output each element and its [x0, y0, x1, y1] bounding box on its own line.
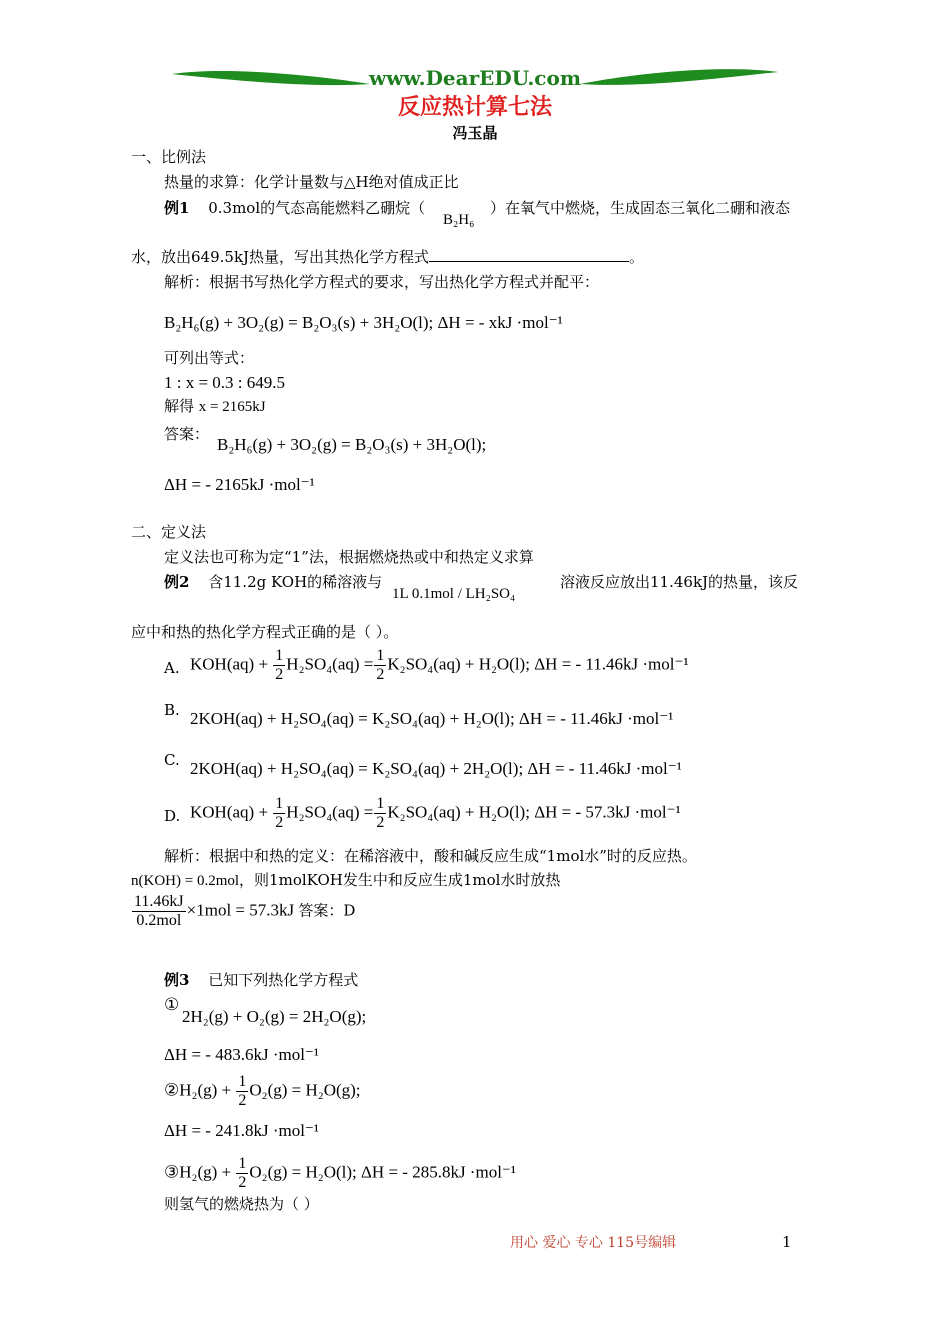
- analysis-text: 解析：根据中和热的定义：在稀溶液中，酸和碱反应生成“1mol水”时的反应热。: [164, 847, 697, 865]
- fraction-half: $\frac{1}{2}$: [376, 647, 385, 683]
- example-text: 已知下列热化学方程式: [208, 971, 359, 989]
- fraction-calc: $\frac{11.46kJ}{\text{0.2mol}}$: [134, 893, 184, 929]
- example-text: 溶液反应放出11.46kJ的热量，该反: [560, 573, 799, 591]
- enthalpy-1: ΔH = - 483.6kJ ·mol⁻¹: [164, 1045, 320, 1064]
- page-title: 反应热计算七法: [397, 94, 552, 120]
- ratio-equation: 1 : x = 0.3 : 649.5: [164, 373, 286, 392]
- analysis-line: [131, 870, 560, 891]
- option-c-equation: 2KOH(aq) + H₂SO₄(aq) = K₂SO₄(aq) + 2H₂O(l); ΔH = - 11.46kJ ·mol⁻¹: [190, 759, 682, 778]
- site-name: www.DearEDU.com: [368, 66, 581, 90]
- fraction-half: $\frac{1}{2}$: [275, 795, 284, 831]
- example-text: 应中和热的热化学方程式正确的是（ ）。: [131, 623, 399, 641]
- example-1-line: [164, 198, 425, 218]
- marker-3: ③: [164, 1162, 180, 1182]
- answer-equation: B₂H₆(g) + 3O₂(g) = B₂O₃(s) + 3H₂O(l);: [217, 435, 487, 454]
- option-b-equation: 2KOH(aq) + H₂SO₄(aq) = K₂SO₄(aq) + H₂O(l); ΔH = - 11.46kJ ·mol⁻¹: [190, 709, 674, 728]
- example-text: 含11.2g KOH的稀溶液与: [208, 573, 383, 591]
- answer-label: 答案：: [164, 425, 210, 443]
- section-intro: 热量的求算：化学计量数与△H绝对值成正比: [164, 173, 459, 191]
- author: 冯玉晶: [452, 124, 498, 142]
- option-b[interactable]: [164, 700, 180, 720]
- page-number: 1: [782, 1233, 792, 1251]
- section-heading: 一、比例法: [131, 148, 207, 166]
- example-1-line2: [131, 247, 644, 267]
- fraction-half: $\frac{1}{2}$: [376, 795, 385, 831]
- option-a-equation: [190, 648, 689, 683]
- example-text: 。: [629, 248, 645, 266]
- option-label: A.: [164, 659, 180, 677]
- equation-part: O₂(g) = H₂O(g);: [249, 1080, 361, 1100]
- equation-part: H₂SO₄(aq) =: [286, 802, 374, 822]
- solve-label: 解得: [164, 397, 195, 415]
- formula-b2h6: B₂H₆: [443, 212, 475, 228]
- equation-part: H₂(g) +: [179, 1162, 232, 1182]
- example-text: ）在氧气中燃烧，生成固态三氧化二硼和液态: [490, 199, 791, 217]
- option-a[interactable]: [164, 658, 180, 678]
- example-text: 0.3mol的气态高能燃料乙硼烷（: [208, 199, 426, 217]
- example-3-line: [164, 970, 358, 990]
- marker-2: ②: [164, 1080, 180, 1100]
- example-label: 例2: [164, 573, 190, 591]
- option-c[interactable]: [164, 750, 180, 770]
- example-label: 例1: [164, 199, 190, 217]
- section-intro: 定义法也可称为定“1”法，根据燃烧热或中和热定义求算: [164, 548, 534, 566]
- fraction-half: $\frac{1}{2}$: [238, 1155, 247, 1191]
- option-d-equation: [190, 796, 681, 831]
- option-label: D.: [164, 807, 181, 825]
- answer-text: 答案：D: [298, 901, 356, 920]
- section-heading: 二、定义法: [131, 523, 207, 541]
- fraction-half: $\frac{1}{2}$: [275, 647, 284, 683]
- solve-line: [164, 396, 266, 417]
- equation-2: [164, 1074, 361, 1109]
- option-label: C.: [164, 751, 180, 769]
- equation-part: K₂SO₄(aq) + H₂O(l); ΔH = - 57.3kJ ·mol⁻¹: [387, 802, 681, 822]
- analysis-text: 解析：根据书写热化学方程式的要求，写出热化学方程式并配平：: [164, 273, 600, 291]
- analysis-text: 可列出等式：: [164, 349, 255, 367]
- option-label: B.: [164, 701, 180, 719]
- calculation: [131, 894, 355, 929]
- equation-3: [164, 1156, 516, 1191]
- equation: B₂H₆(g) + 3O₂(g) = B₂O₃(s) + 3H₂O(l); ΔH = - xkJ ·mol⁻¹: [164, 313, 563, 332]
- enthalpy-2: ΔH = - 241.8kJ ·mol⁻¹: [164, 1121, 320, 1140]
- equation-part: K₂SO₄(aq) + H₂O(l); ΔH = - 11.46kJ ·mol⁻¹: [387, 654, 689, 674]
- answer-enthalpy: ΔH = - 2165kJ ·mol⁻¹: [164, 475, 315, 494]
- option-d[interactable]: [164, 806, 180, 826]
- fraction-half: $\frac{1}{2}$: [238, 1073, 247, 1109]
- example-text: 水，放出649.5kJ热量，写出其热化学方程式: [131, 248, 430, 266]
- answer-blank: [429, 247, 629, 262]
- formula-h2so4-solution: 1L 0.1mol / LH₂SO₄: [392, 586, 516, 602]
- equation-part: O₂(g) = H₂O(l); ΔH = - 285.8kJ ·mol⁻¹: [249, 1162, 516, 1182]
- equation-part: H₂SO₄(aq) =: [286, 654, 374, 674]
- solve-value: x = 2165kJ: [198, 399, 266, 415]
- footer-slogan: 用心 爱心 专心 115号编辑: [510, 1235, 677, 1251]
- equation-part: H₂(g) +: [179, 1080, 232, 1100]
- n-koh: n(KOH) = 0.2mol: [131, 873, 240, 889]
- equation-part: KOH(aq) +: [190, 802, 269, 822]
- marker-1: ①: [164, 995, 180, 1015]
- question-text: 则氢气的燃烧热为（ ）: [164, 1195, 319, 1213]
- equation-part: ×1mol = 57.3kJ: [186, 900, 295, 920]
- equation-part: KOH(aq) +: [190, 654, 269, 674]
- analysis-text: ，则1molKOH发生中和反应生成1mol水时放热: [239, 871, 561, 889]
- example-label: 例3: [164, 971, 190, 989]
- equation-1: 2H₂(g) + O₂(g) = 2H₂O(g);: [182, 1007, 367, 1026]
- example-2-line: [164, 572, 382, 592]
